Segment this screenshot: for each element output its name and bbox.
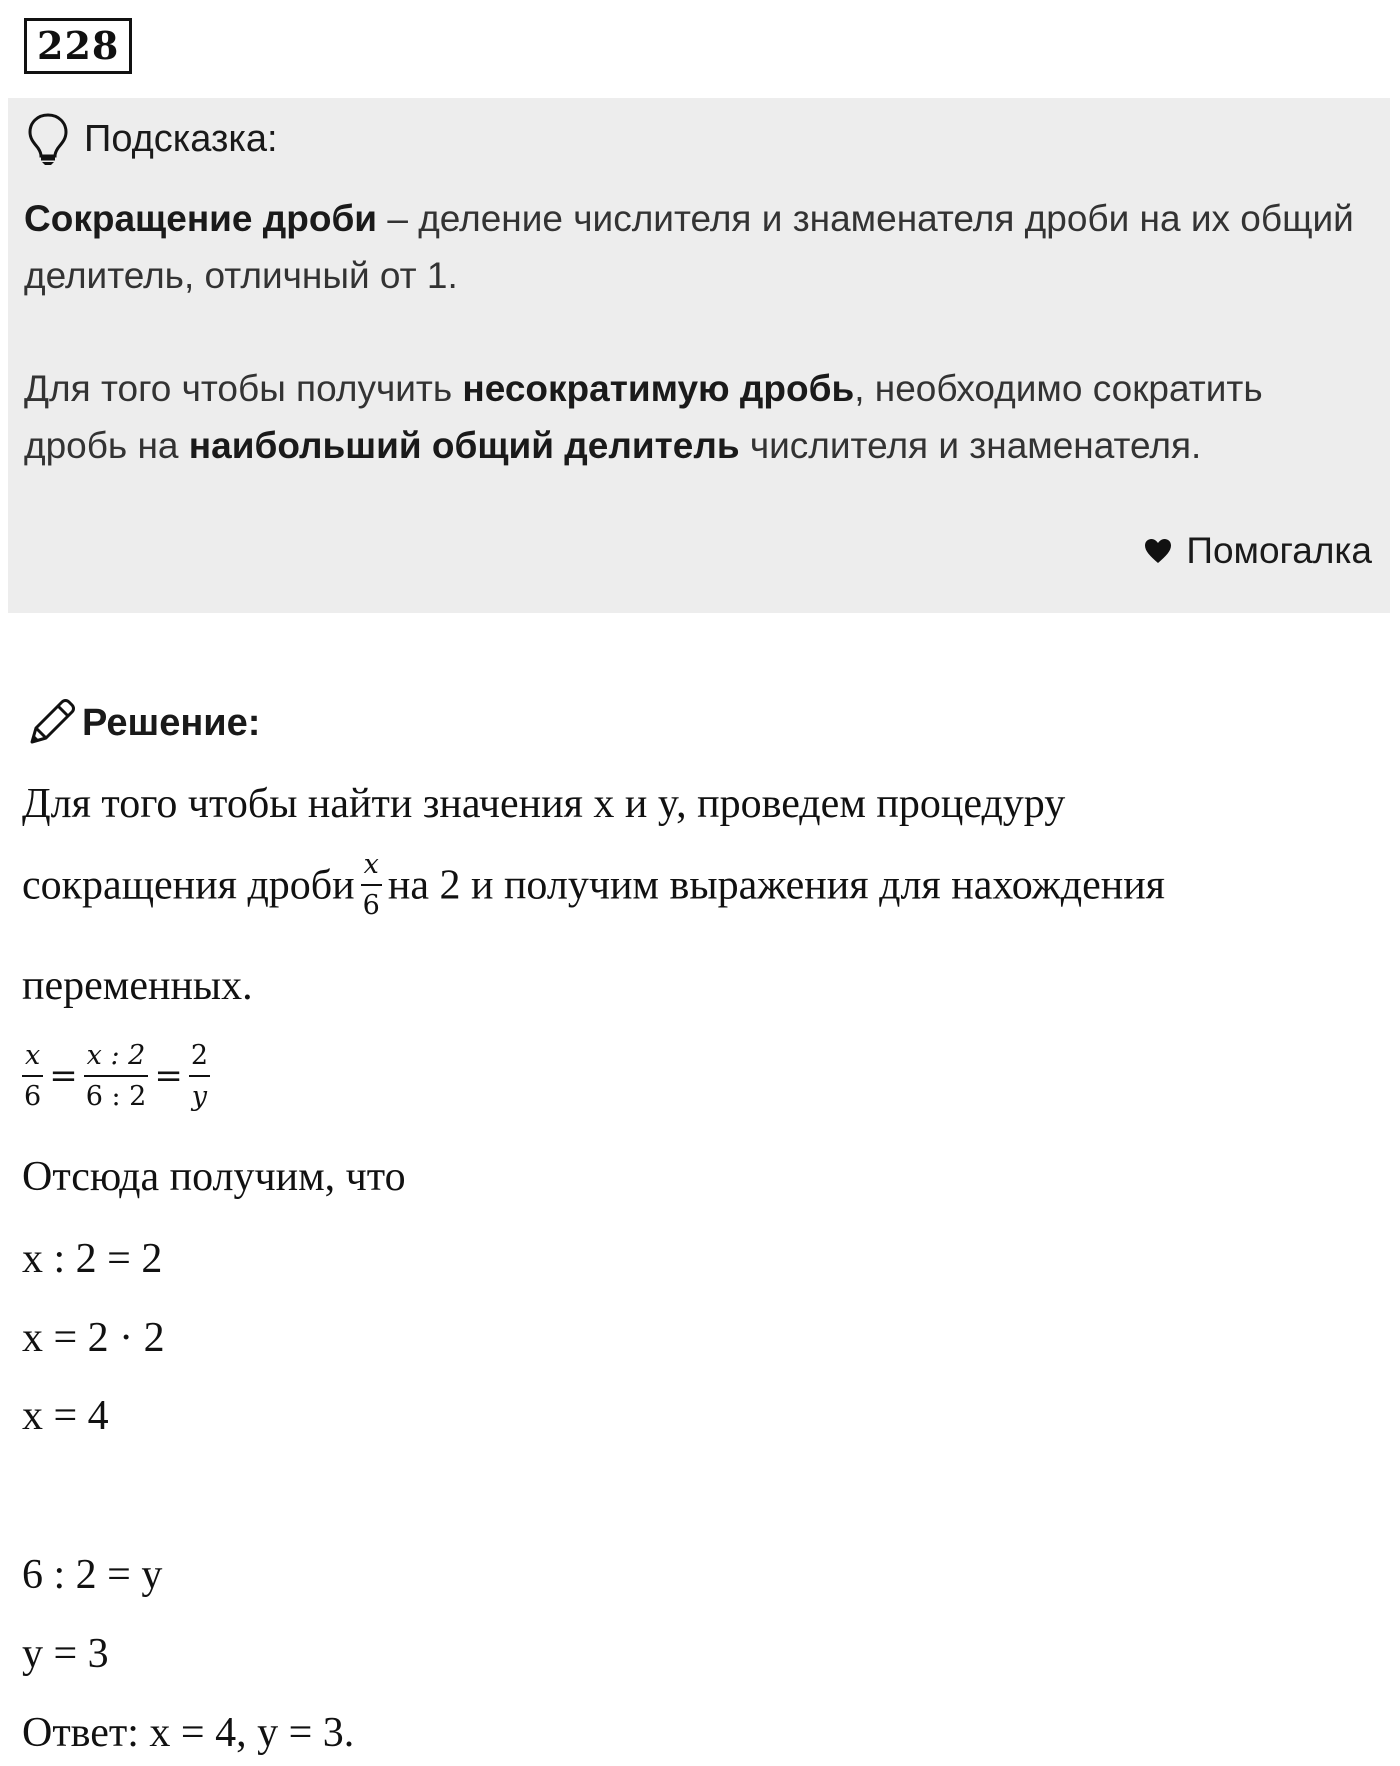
credit-label: Помогалка: [1186, 530, 1372, 571]
solution-step-2: x : 2 = 2: [22, 1236, 163, 1282]
hint-text-segment: Для того чтобы получить: [24, 368, 463, 409]
fraction-denominator: y: [191, 1081, 208, 1112]
fraction-bar: [84, 1075, 149, 1077]
credit: [1144, 530, 1372, 572]
solution-answer: Ответ: x = 4, y = 3.: [22, 1710, 355, 1756]
solution-line-2-text-b: на 2 и получим выражения для нахождения: [387, 862, 1166, 909]
fraction-numerator: x: [24, 1040, 41, 1071]
hint-header: [26, 112, 278, 166]
hint-paragraph-definition: [24, 190, 1364, 304]
heart-icon: [1144, 538, 1172, 564]
hint-term-irreducible: несократимую дробь: [462, 368, 855, 409]
equation-fraction-1: [22, 1042, 43, 1110]
hint-term-gcd: наибольший общий делитель: [188, 425, 740, 466]
hint-text-segment: , необходимо сократить дробь на: [24, 368, 1263, 466]
hint-title: Подсказка:: [84, 117, 278, 160]
task-number: 228: [24, 18, 132, 74]
fraction-equation: [22, 1042, 210, 1110]
fraction-numerator: x : 2: [86, 1040, 146, 1071]
solution-step-3: x = 2 · 2: [22, 1315, 165, 1361]
equals-sign: =: [154, 1056, 183, 1096]
solution-line-2: [22, 849, 1166, 923]
hint-box: [8, 98, 1390, 613]
solution-step-5: 6 : 2 = y: [22, 1552, 163, 1598]
fraction-denominator: 6: [362, 890, 380, 921]
hint-term-reduction: Сокращение дроби: [24, 198, 378, 239]
lightbulb-icon: [26, 112, 70, 166]
solution-title: Решение:: [82, 701, 261, 744]
solution-step-1: Отсюда получим, что: [22, 1154, 406, 1200]
solution-line-2-text-a: сокращения дроби: [22, 862, 355, 909]
fraction-numerator: 2: [190, 1040, 208, 1071]
equation-fraction-3: [189, 1042, 210, 1110]
solution-step-6: y = 3: [22, 1631, 109, 1677]
pencil-icon: [24, 696, 78, 750]
equals-sign: =: [49, 1056, 78, 1096]
hint-paragraph-gcd: [24, 360, 1364, 474]
hint-text-segment: числителя и знаменателя.: [739, 425, 1202, 466]
solution-header: [24, 696, 260, 750]
fraction-bar: [189, 1075, 210, 1077]
fraction-denominator: 6 : 2: [85, 1081, 147, 1112]
hint-definition-text: – деление числителя и знаменателя дроби на их общий делитель, отличный от 1.: [24, 198, 1354, 296]
fraction-denominator: 6: [24, 1081, 42, 1112]
fraction-numerator: x: [363, 849, 379, 880]
equation-fraction-2: [84, 1042, 149, 1110]
fraction-x-over-6: [361, 851, 382, 919]
fraction-bar: [22, 1075, 43, 1077]
fraction-bar: [361, 884, 382, 886]
solution-step-4: x = 4: [22, 1393, 109, 1439]
solution-line-3: переменных.: [22, 963, 253, 1009]
solution-line-1: Для того чтобы найти значения x и y, проведем процедуру: [22, 781, 1066, 827]
